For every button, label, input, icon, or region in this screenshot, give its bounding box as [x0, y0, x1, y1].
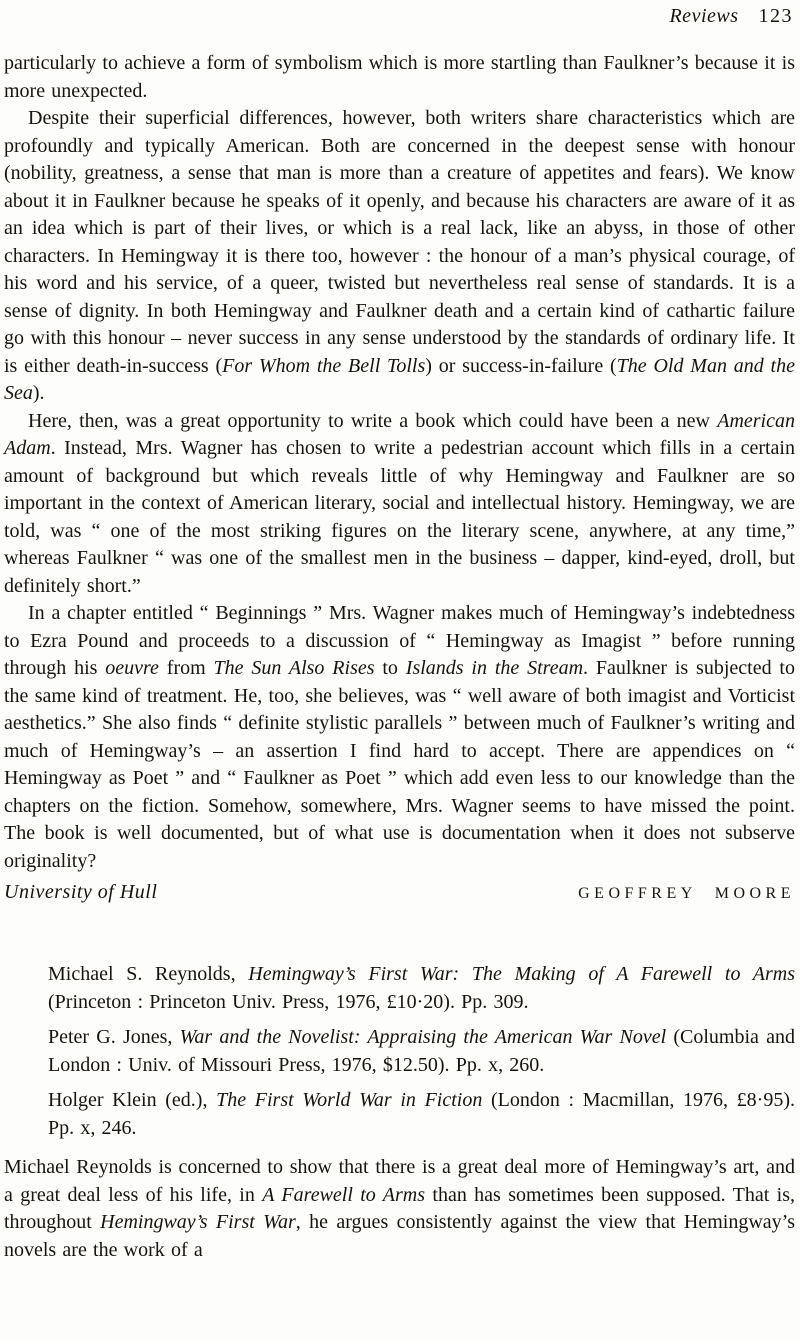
italic-text-run: Islands in the Stream: [405, 657, 584, 679]
text-run: Despite their superficial differences, however, both writers share characteristics which are profoundly and typically American. Both are concerned in the deepest sense with honour (nobility, greatness, a sense that man is more than a creature of appetites and fears). We know about it in Faulkner because he speaks of it openly, and because his characters are aware of it as an idea which is part of their lives, or which is a real lack, like an abyss, in those of other characters. In Hemingway it is there too, however : the honour of a man’s physical courage, of his word and his service, of a queer, twisted but nevertheless real sense of standards. It is a sense of dignity. In both Hemingway and Faulkner death and a certain kind of cathartic failure go with this honour – never success in any sense understood by the standards of ordinary life. It is either death-in-success (: [4, 107, 795, 377]
text-run: (London : Macmillan, 1976, £8·95). Pp. x, 246.: [48, 1089, 795, 1139]
text-run: Holger Klein (ed.),: [48, 1089, 217, 1111]
text-run: (Princeton : Princeton Univ. Press, 1976, £10·20). Pp. 309.: [48, 991, 529, 1013]
text-run: . Faulkner is subjected to the same kind of treatment. He, too, she believes, was “ well aware of both imagist and Vorticist aesthetics.” She also finds “ definite stylistic parallels ” between much of Faulkner’s writing and much of Hemingway’s – an assertion I find hard to accept. There are appendices on “ Hemingway as Poet ” and “ Faulkner as Poet ” which add even less to our knowledge than the chapters on the fiction. Somehow, somewhere, Mrs. Wagner seems to have missed the point. The book is well documented, but of what use is documentation when it does not subserve originality?: [4, 657, 795, 872]
running-head-section-title: Reviews: [669, 5, 739, 27]
italic-text-run: oeuvre: [105, 657, 159, 679]
review-paragraph: [4, 600, 795, 875]
italic-text-run: The First World War in Fiction: [216, 1089, 483, 1111]
review-paragraph: [4, 105, 795, 408]
text-run: (Columbia and London : Univ. of Missouri Press, 1976, $12.50). Pp. x, 260.: [48, 1026, 795, 1076]
italic-text-run: A Farewell to Arms: [262, 1183, 426, 1206]
text-run: In a chapter entitled “ Beginnings ” Mrs. Wagner makes much of Hemingway’s indebtedness to Ezra Pound and proceeds to a discussion of “ Hemingway as Imagist ” before running through his: [4, 602, 795, 679]
text-run: Here, then, was a great opportunity to write a book which could have been a new: [28, 409, 718, 432]
review-paragraph-continuation: [4, 50, 795, 105]
bibliography-entry: [48, 1023, 795, 1079]
text-run: Michael S. Reynolds,: [48, 963, 249, 985]
text-run: , he argues consistently against the view that Hemingway’s novels are the work of a: [4, 1211, 795, 1261]
text-run: ) or success-in-failure (: [425, 354, 617, 377]
text-run: . Instead, Mrs. Wagner has chosen to write a pedestrian account which fills in a certain amount of background but which reveals little of why Hemingway and Faulkner are so important in the context of American literary, social and intellectual history. Hemingway, we are told, was “ one of the most striking figures on the literary scene, anywhere, at any time,” whereas Faulkner “ was one of the smallest men in the business – dapper, kind-eyed, droll, but definitely short.”: [4, 437, 795, 597]
italic-text-run: Hemingway’s First War: [100, 1211, 296, 1233]
italic-text-run: The Sun Also Rises: [213, 657, 375, 679]
italic-text-run: Hemingway’s First War: The Making of A Farewell to Arms: [248, 963, 795, 985]
review-text-block: [4, 50, 795, 875]
page-number: 123: [758, 5, 793, 27]
bibliography-entry: [48, 960, 795, 1016]
italic-text-run: American Adam: [4, 409, 795, 459]
text-run: ).: [32, 382, 45, 404]
italic-text-run: For Whom the Bell Tolls: [222, 354, 426, 377]
text-run: than has sometimes been supposed. That is, throughout: [4, 1183, 795, 1233]
italic-text-run: War and the Novelist: Appraising the American War Novel: [179, 1026, 667, 1048]
reviewer-affiliation: University of Hull: [4, 881, 158, 903]
text-run: Peter G. Jones,: [48, 1026, 180, 1048]
review-paragraph: [4, 408, 795, 601]
reviewer-name: GEOFFREY MOORE: [578, 885, 795, 902]
next-review-text-block: [4, 1154, 795, 1264]
text-run: particularly to achieve a form of symbolism which is more startling than Faulkner’s because it is more unexpected.: [4, 52, 795, 102]
reviewed-books-bibliography: [48, 960, 795, 1142]
next-review-opening-paragraph: [4, 1154, 795, 1264]
text-run: from: [158, 657, 214, 679]
text-run: Michael Reynolds is concerned to show that there is a great deal more of Hemingway’s art, and a great deal less of his life, in: [4, 1156, 795, 1206]
text-run: to: [374, 657, 406, 679]
bibliography-entry: [48, 1086, 795, 1142]
running-head: [4, 4, 795, 28]
italic-text-run: The Old Man and the Sea: [4, 354, 795, 404]
review-signature-row: [4, 881, 795, 904]
